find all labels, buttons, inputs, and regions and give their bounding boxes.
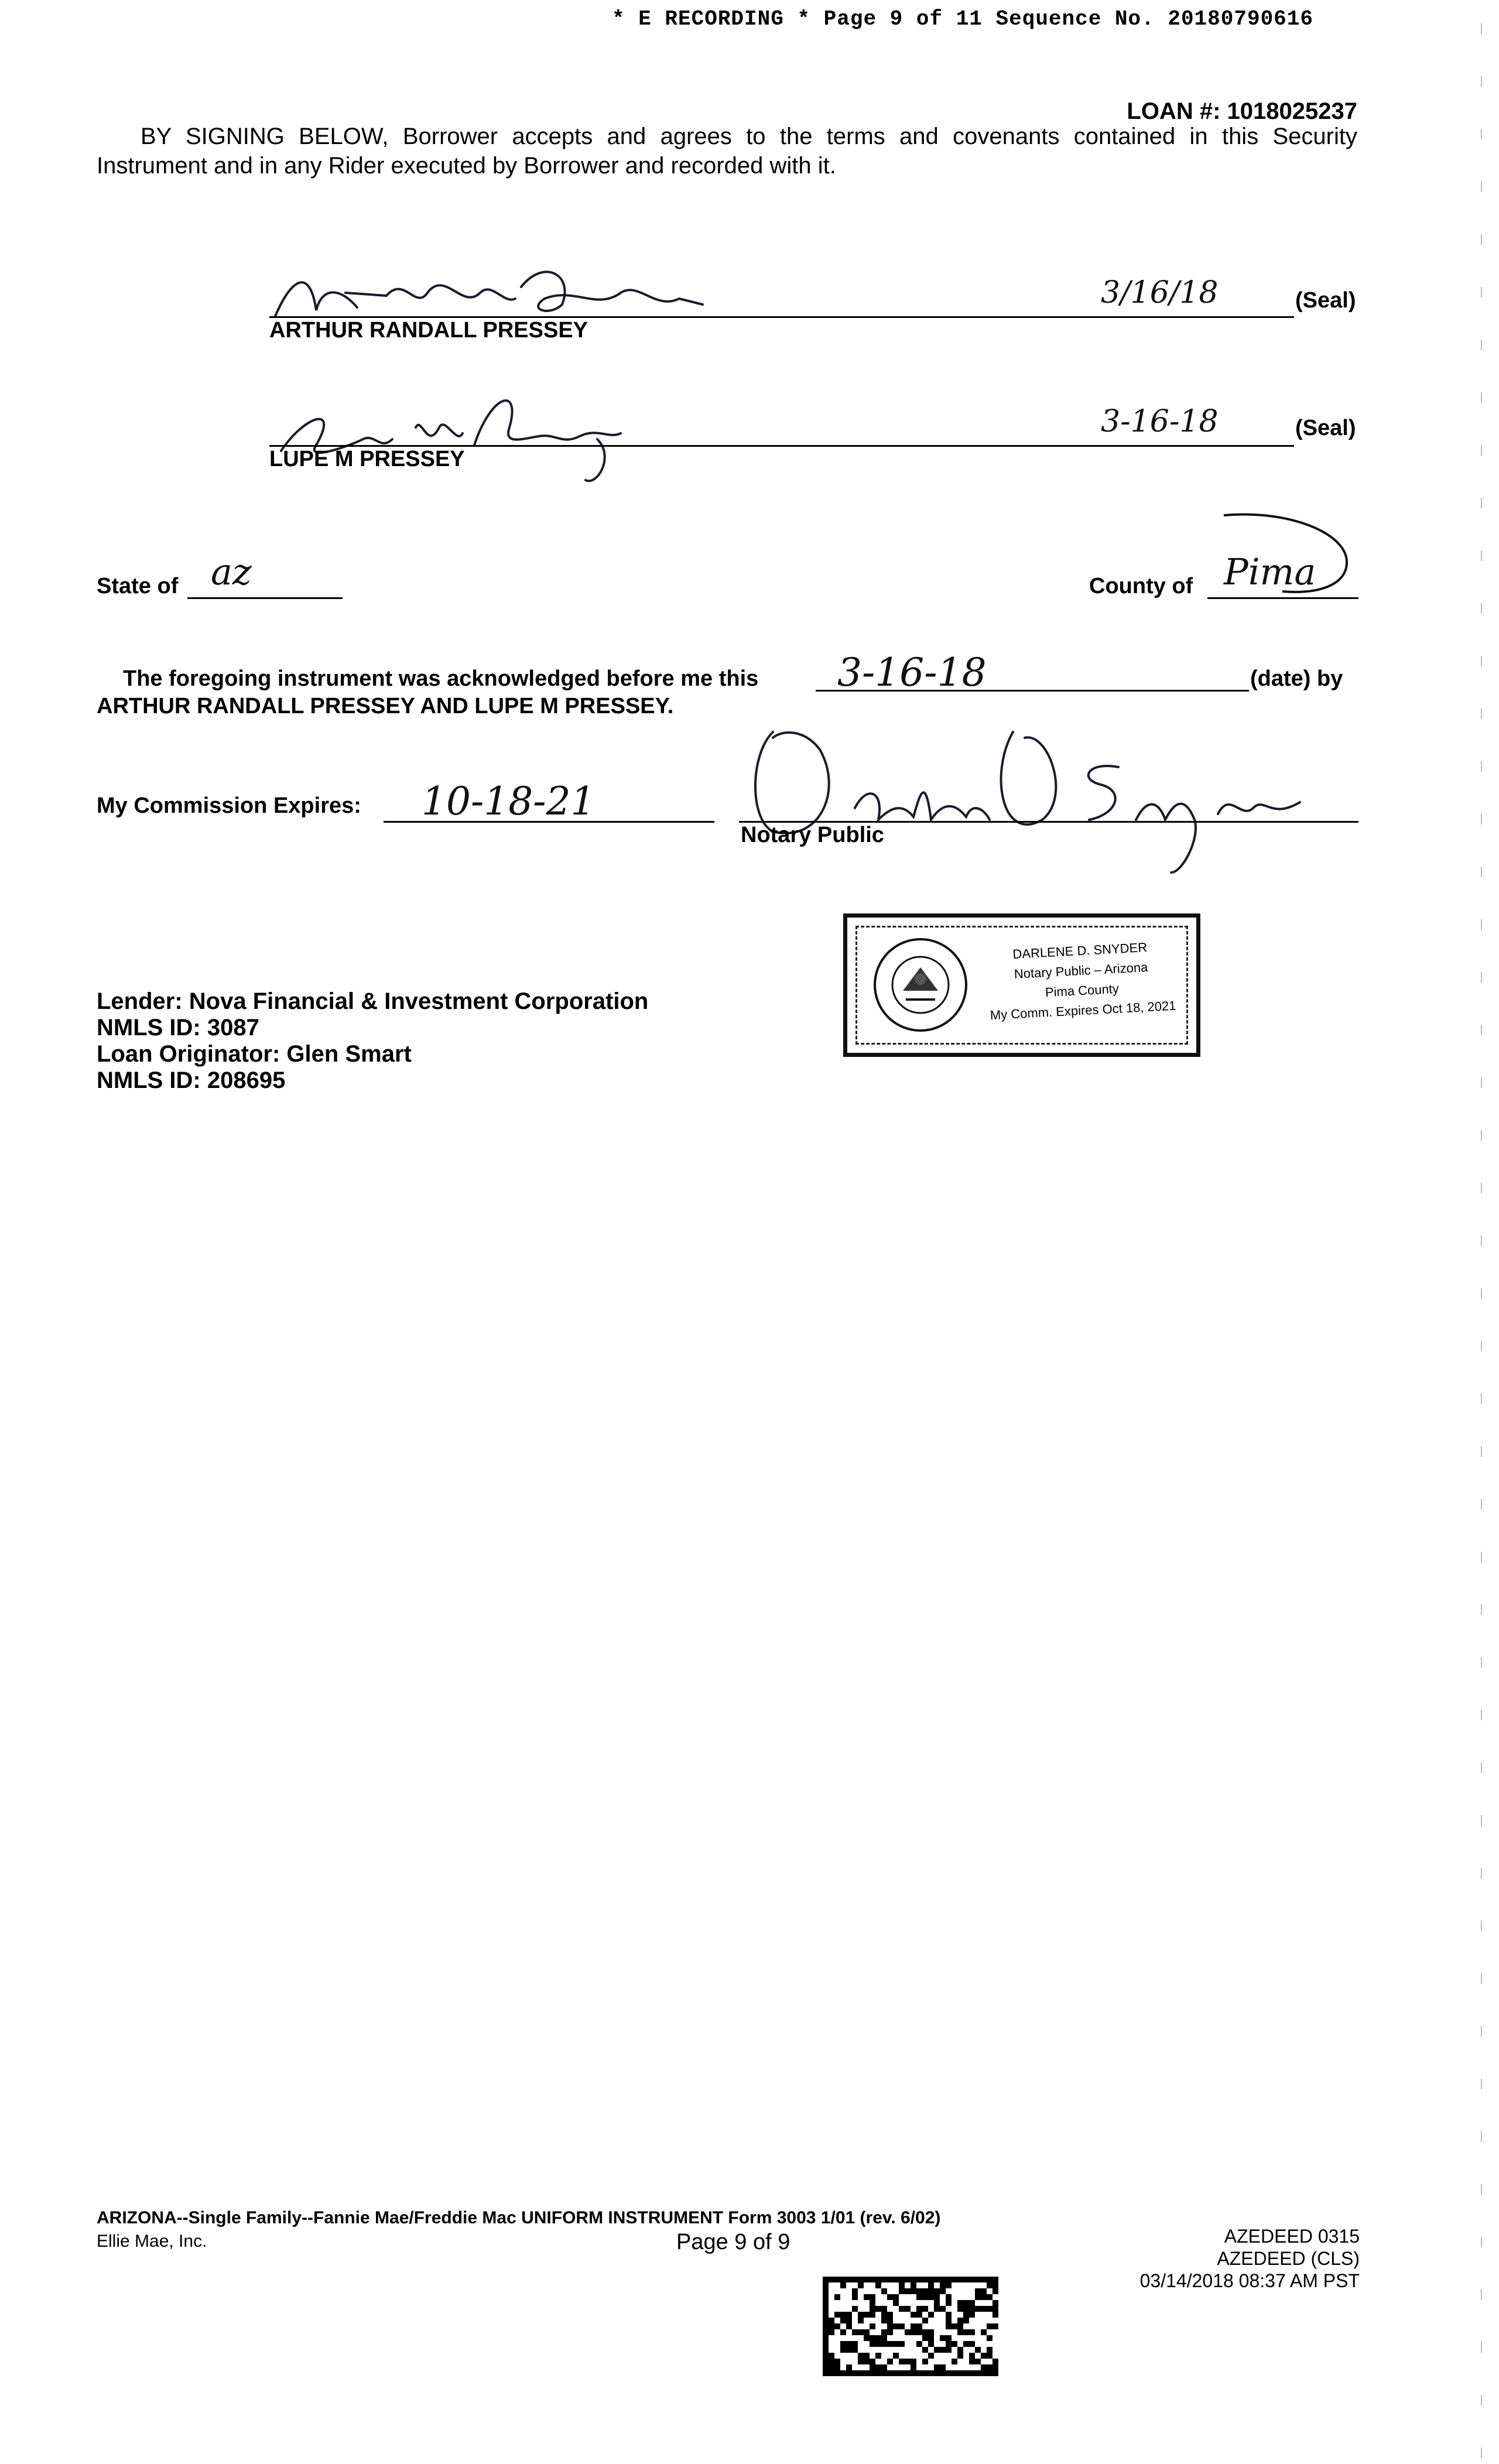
footer-left [97, 2206, 940, 2253]
borrower-2-name: LUPE M PRESSEY [269, 447, 465, 471]
acknowledgment-suffix: (date) by [1250, 666, 1343, 691]
commission-line [384, 821, 714, 823]
footer-code-1: AZEDEED 0315 [1224, 2226, 1360, 2247]
lender-name: Lender: Nova Financial & Investment Corporation [97, 988, 649, 1014]
stamp-county: Pima County [1045, 981, 1120, 1000]
footer-right [1140, 2225, 1360, 2292]
borrower-1-date: 3/16/18 [1101, 275, 1219, 310]
state-seal-icon [871, 935, 970, 1035]
borrower-1-seal: (Seal) [1295, 288, 1356, 313]
stamp-notary-name: DARLENE D. SNYDER [1012, 940, 1148, 962]
state-label: State of [97, 574, 179, 598]
loan-number-value: 1018025237 [1227, 98, 1357, 124]
loan-originator: Loan Originator: Glen Smart [97, 1041, 412, 1067]
acknowledgment-date-line [816, 690, 1249, 692]
footer-form-title: ARIZONA--Single Family--Fannie Mae/Freddie Mac UNIFORM INSTRUMENT Form 3003 1/01 (rev. 6/02) [97, 2208, 941, 2227]
acknowledgment-names: ARTHUR RANDALL PRESSEY AND LUPE M PRESSEY. [97, 694, 674, 718]
state-value: az [211, 550, 252, 593]
barcode-icon [823, 2277, 998, 2376]
notary-signature [738, 703, 1312, 881]
borrower-2-seal: (Seal) [1295, 416, 1356, 440]
acknowledgment-date: 3-16-18 [837, 650, 987, 695]
notary-stamp-text [974, 936, 1189, 1026]
footer-company: Ellie Mae, Inc. [97, 2232, 207, 2251]
footer-page-number: Page 9 of 9 [676, 2230, 790, 2254]
originator-nmls: NMLS ID: 208695 [97, 1067, 286, 1093]
notary-stamp [843, 913, 1200, 1057]
notary-public-label: Notary Public [741, 823, 884, 847]
county-label: County of [1089, 574, 1193, 598]
footer-timestamp: 03/14/2018 08:37 AM PST [1139, 2270, 1360, 2291]
county-line [1207, 597, 1358, 599]
recording-header: * E RECORDING * Page 9 of 11 Sequence No. 20180790616 [612, 7, 1313, 31]
acknowledgment-prefix: The foregoing instrument was acknowledged before me this [123, 666, 759, 691]
footer-code-2: AZEDEED (CLS) [1217, 2248, 1360, 2269]
borrower-2-date: 3-16-18 [1101, 404, 1219, 439]
stamp-expiration: My Comm. Expires Oct 18, 2021 [990, 998, 1177, 1023]
commission-label: My Commission Expires: [97, 793, 361, 818]
loan-number-label: LOAN #: [1127, 98, 1221, 124]
commission-value: 10-18-21 [422, 779, 596, 824]
stamp-notary-title: Notary Public – Arizona [1014, 960, 1148, 981]
county-value: Pima [1224, 550, 1316, 593]
borrower-2-signature [269, 381, 644, 489]
state-line [187, 597, 343, 599]
signing-statement: BY SIGNING BELOW, Borrower accepts and agrees to the terms and covenants contained in this Security Instrument and in any Rider executed by Borrower and recorded with it. [97, 124, 1357, 179]
scan-margin-marks [1479, 0, 1484, 2464]
lender-nmls: NMLS ID: 3087 [97, 1015, 259, 1041]
county-flourish [1218, 509, 1358, 597]
loan-number [1127, 98, 1357, 125]
lender-block [97, 988, 648, 1094]
borrower-1-name: ARTHUR RANDALL PRESSEY [269, 318, 588, 343]
notary-signature-drawing [738, 703, 1312, 878]
